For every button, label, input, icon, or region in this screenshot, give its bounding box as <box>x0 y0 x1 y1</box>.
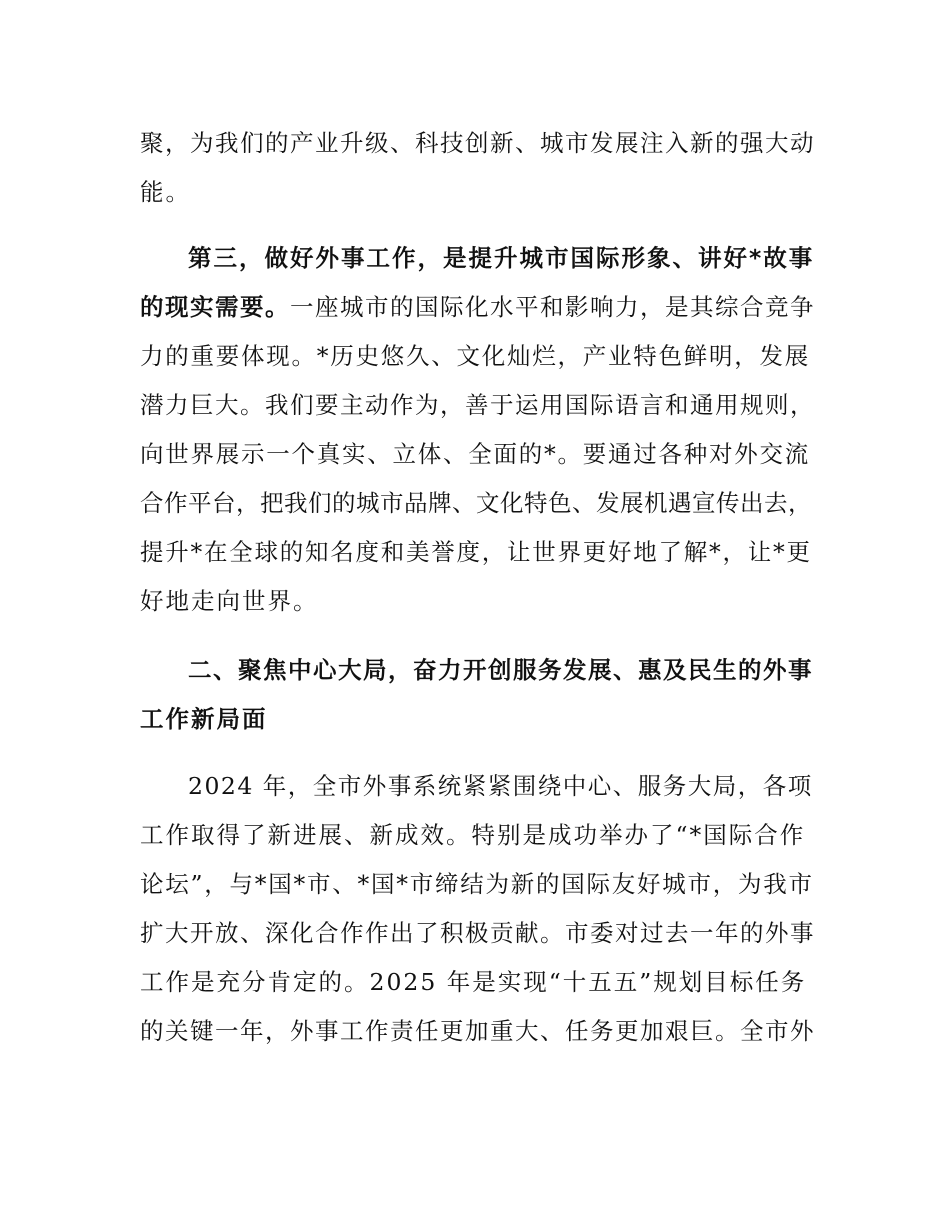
paragraph-2-line-8: 好地走向世界。 <box>140 587 319 615</box>
paragraph-1-line-2: 能。 <box>140 178 191 206</box>
paragraph-2-line-7: 提升*在全球的知名度和美誉度，让世界更好地了解*，让*更 <box>140 538 812 566</box>
paragraph-2-line-3: 力的重要体现。*历史悠久、文化灿烂，产业特色鲜明，发展 <box>140 342 810 370</box>
paragraph-2-bold-line-1: 第三，做好外事工作，是提升城市国际形象、讲好*故事 <box>188 244 815 272</box>
paragraph-2-line-6: 合作平台，把我们的城市品牌、文化特色、发展机遇宣传出去， <box>140 489 812 517</box>
section-heading-line-1: 二、聚焦中心大局，奋力开创服务发展、惠及民生的外事 <box>188 656 813 684</box>
paragraph-3-line-1: 2024 年，全市外事系统紧紧围绕中心、服务大局，各项 <box>188 772 813 800</box>
paragraph-2-line-5: 向世界展示一个真实、立体、全面的*。要通过各种对外交流 <box>140 440 810 468</box>
paragraph-3-line-2: 工作取得了新进展、新成效。特别是成功举办了“*国际合作 <box>140 821 806 849</box>
paragraph-2-line-4: 潜力巨大。我们要主动作为，善于运用国际语言和通用规则， <box>140 391 815 419</box>
paragraph-2-line-2-rest: 一座城市的国际化水平和影响力，是其综合竞争 <box>290 293 815 321</box>
section-heading-line-2: 工作新局面 <box>140 705 268 733</box>
paragraph-3-line-5: 工作是充分肯定的。2025 年是实现“十五五”规划目标任务 <box>140 968 807 996</box>
paragraph-1-line-1: 聚，为我们的产业升级、科技创新、城市发展注入新的强大动 <box>140 129 815 157</box>
paragraph-3-line-3: 论坛”，与*国*市、*国*市缔结为新的国际友好城市，为我市 <box>140 870 814 898</box>
paragraph-3-line-6: 的关键一年，外事工作责任更加重大、任务更加艰巨。全市外 <box>140 1017 815 1045</box>
paragraph-2-bold-lead: 的现实需要。 <box>140 293 290 321</box>
paragraph-3-line-4: 扩大开放、深化合作作出了积极贡献。市委对过去一年的外事 <box>140 919 815 947</box>
paragraph-2-line-2 <box>140 292 815 322</box>
